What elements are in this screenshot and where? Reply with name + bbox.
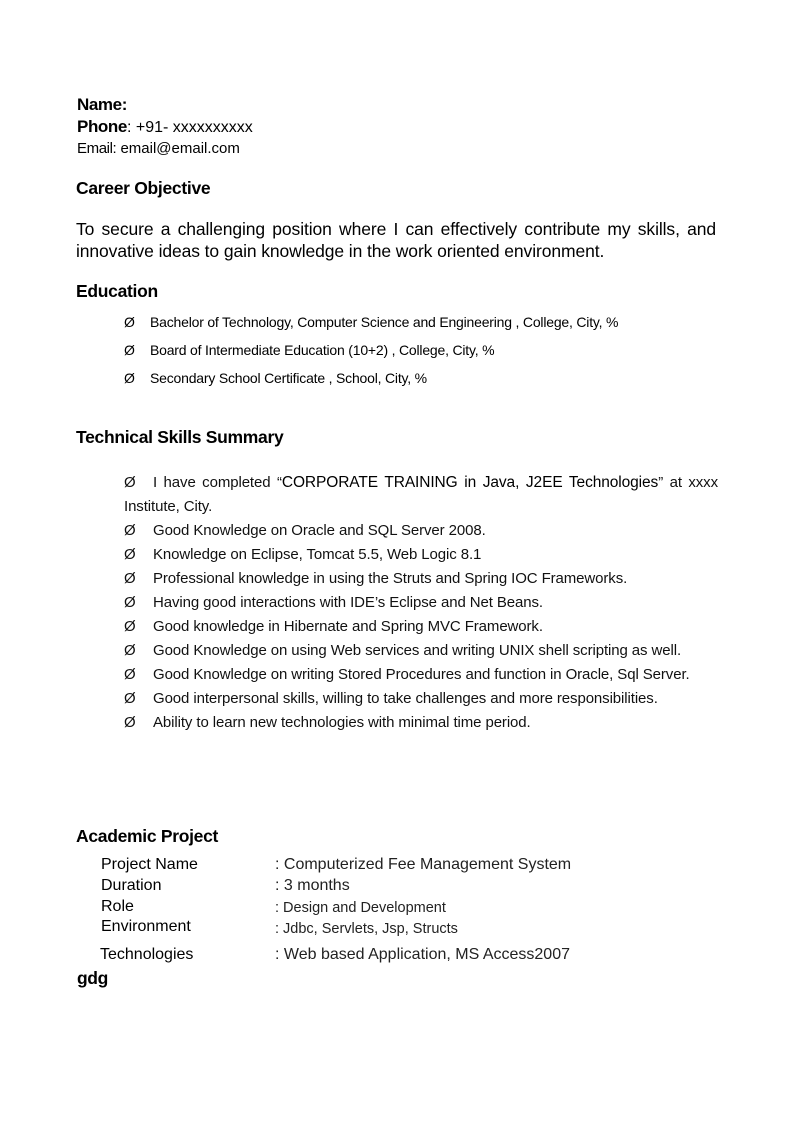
education-heading: Education	[76, 281, 158, 301]
project-name-label: Project Name	[101, 856, 198, 873]
bullet-icon: Ø	[124, 570, 136, 587]
skill-item-text: Good Knowledge on using Web services and writing UNIX shell scripting as well.	[153, 642, 682, 659]
education-list	[124, 312, 718, 396]
skill-item	[124, 519, 718, 543]
skill-item-text: Professional knowledge in using the Struts and Spring IOC Frameworks.	[153, 570, 628, 587]
duration-label: Duration	[101, 877, 162, 894]
education-item	[124, 368, 718, 388]
bullet-icon: Ø	[124, 474, 136, 491]
skill-item	[124, 615, 718, 639]
project-name-value: : Computerized Fee Management System	[275, 856, 572, 873]
trailing-text: gdg	[77, 968, 108, 988]
skill-item	[124, 711, 718, 735]
skill-item-text: Having good interactions with IDE’s Eclipse and Net Beans.	[153, 594, 543, 611]
skill-item	[124, 663, 718, 687]
skill-item-highlight: CORPORATE TRAINING in Java, J2EE Technologies	[281, 474, 659, 491]
skill-item	[124, 639, 718, 663]
environment-value: : Jdbc, Servlets, Jsp, Structs	[275, 921, 458, 937]
bullet-icon: Ø	[124, 546, 136, 563]
phone-label: Phone	[77, 117, 127, 136]
role-label: Role	[101, 898, 134, 915]
bullet-icon: Ø	[124, 618, 136, 635]
role-value: : Design and Development	[275, 900, 446, 916]
education-item-text: Bachelor of Technology, Computer Science and Engineering , College, City, %	[150, 314, 619, 330]
career-objective-text: To secure a challenging position where I can effectively contribute my skills, and innovative ideas to gain knowledge in the work oriented environment.	[76, 219, 716, 261]
education-item	[124, 340, 718, 360]
skill-item-text: Good Knowledge on writing Stored Procedures and function in Oracle, Sql Server.	[153, 666, 690, 683]
skills-list	[124, 471, 718, 735]
technologies-value: : Web based Application, MS Access2007	[275, 946, 570, 963]
education-item-text: Board of Intermediate Education (10+2) , College, City, %	[150, 342, 495, 358]
environment-label: Environment	[101, 918, 191, 935]
skill-item	[124, 543, 718, 567]
skill-item-text-after: ” at xxxx Institute, City.	[124, 474, 718, 515]
bullet-icon: Ø	[124, 666, 136, 683]
technologies-label: Technologies	[100, 946, 194, 963]
bullet-icon: Ø	[124, 714, 136, 731]
education-item	[124, 312, 718, 332]
skill-item-text: Good interpersonal skills, willing to take challenges and more responsibilities.	[153, 690, 658, 707]
skill-item-text: Good Knowledge on Oracle and SQL Server 2008.	[153, 522, 486, 539]
technical-skills-heading: Technical Skills Summary	[76, 427, 284, 447]
name-line	[77, 95, 127, 115]
phone-line	[77, 117, 253, 137]
bullet-icon: Ø	[124, 690, 136, 707]
email-value: email@email.com	[120, 140, 240, 157]
phone-value: : +91- xxxxxxxxxx	[126, 119, 253, 136]
bullet-icon: Ø	[124, 594, 136, 611]
academic-project-heading: Academic Project	[76, 826, 219, 846]
email-label: Email:	[77, 140, 117, 157]
skill-item-text-before: I have completed “	[153, 474, 282, 491]
duration-value: : 3 months	[275, 877, 350, 894]
skill-item	[124, 687, 718, 711]
skill-item-text: Knowledge on Eclipse, Tomcat 5.5, Web Logic 8.1	[153, 546, 482, 563]
bullet-icon: Ø	[124, 342, 135, 358]
skill-item	[124, 471, 718, 519]
skill-item-text: Ability to learn new technologies with minimal time period.	[153, 714, 531, 731]
bullet-icon: Ø	[124, 314, 135, 330]
skill-item	[124, 567, 718, 591]
bullet-icon: Ø	[124, 642, 136, 659]
skill-item-text: Good knowledge in Hibernate and Spring MVC Framework.	[153, 618, 543, 635]
bullet-icon: Ø	[124, 522, 136, 539]
education-item-text: Secondary School Certificate , School, City, %	[150, 370, 427, 386]
bullet-icon: Ø	[124, 370, 135, 386]
name-label: Name:	[77, 95, 127, 114]
career-objective-heading: Career Objective	[76, 178, 211, 198]
email-line	[77, 140, 240, 157]
skill-item	[124, 591, 718, 615]
